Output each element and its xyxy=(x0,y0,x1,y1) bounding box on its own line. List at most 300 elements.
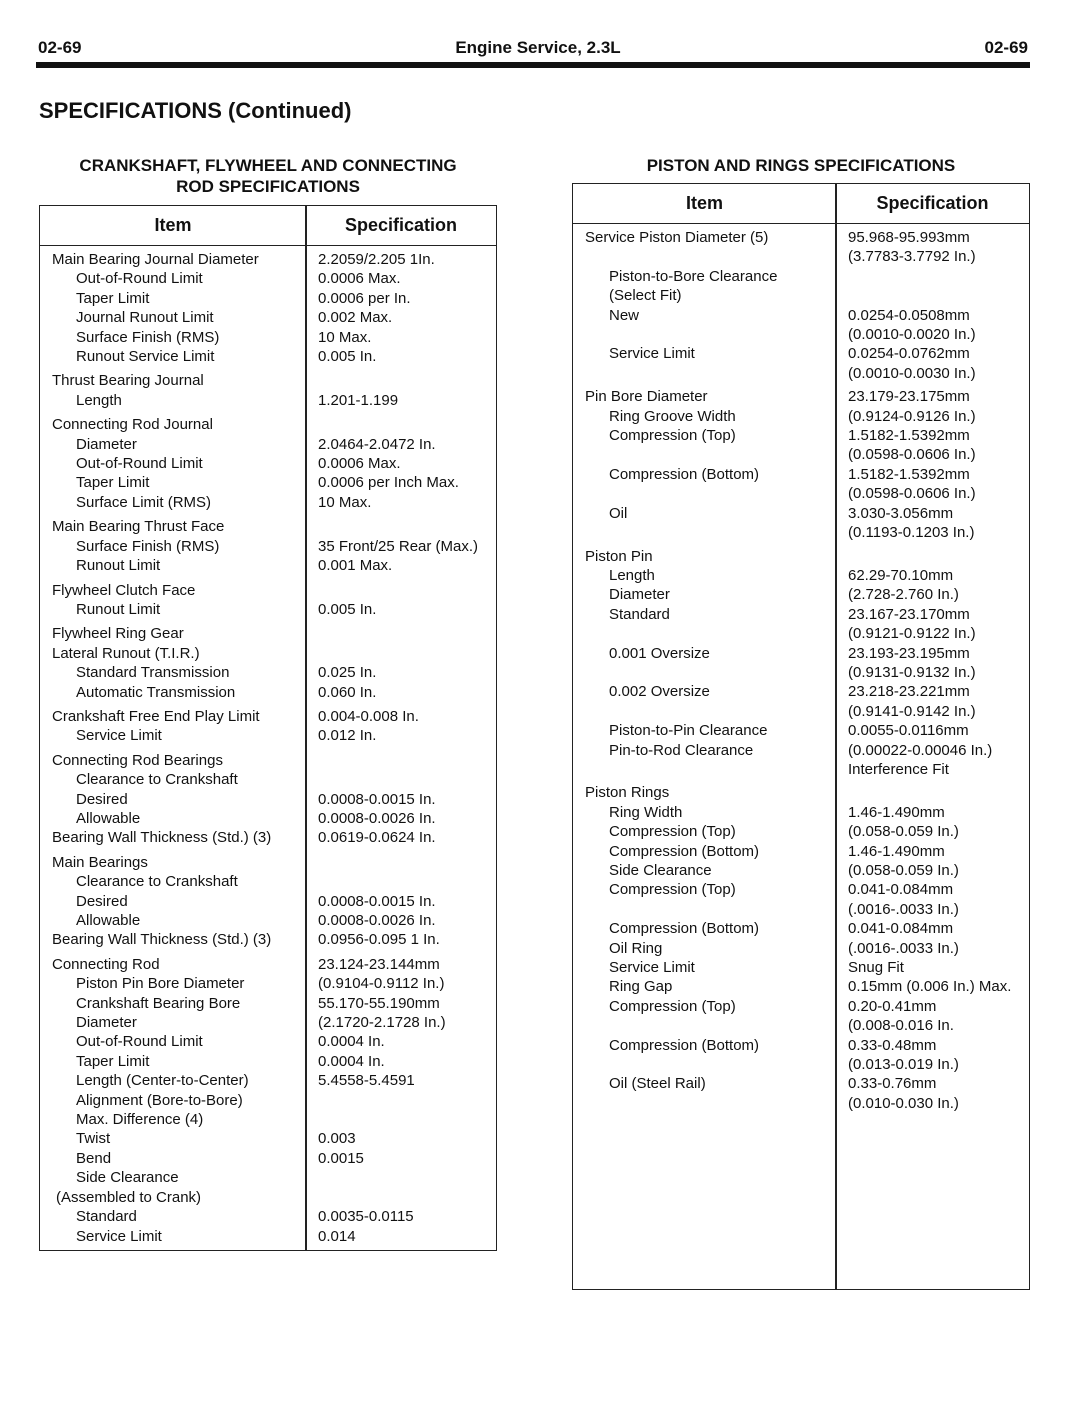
row-spec xyxy=(306,624,318,643)
table-row xyxy=(40,828,496,847)
row-spec: (0.9104-0.9112 In.) xyxy=(318,975,445,993)
row-spec: 1.46-1.490mm xyxy=(848,803,945,821)
row-spec: 0.0008-0.0026 In. xyxy=(318,809,436,827)
table-row xyxy=(40,435,496,454)
table-row xyxy=(40,415,496,434)
row-spec: (0.058-0.059 In.) xyxy=(848,823,959,841)
table-row xyxy=(40,1207,496,1226)
row-item: Bearing Wall Thickness (Std.) (3) xyxy=(52,829,272,847)
table-row xyxy=(573,247,1029,266)
table-row xyxy=(573,682,1029,701)
row-spec: 0.0006 per In. xyxy=(318,289,411,307)
row-item: Flywheel Ring Gear xyxy=(52,625,184,643)
table-row xyxy=(573,842,1029,861)
row-spec: Snug Fit xyxy=(848,959,904,977)
row-item: Piston Rings xyxy=(585,784,670,802)
row-item: Service Limit xyxy=(609,345,695,363)
row-item: New xyxy=(609,306,640,324)
table-row xyxy=(573,939,1029,958)
table-row xyxy=(573,523,1029,542)
table-row xyxy=(40,994,496,1013)
left-table-title xyxy=(40,155,496,197)
row-item: Ring Gap xyxy=(609,978,673,996)
row-item: Ring Groove Width xyxy=(609,407,736,425)
table-row xyxy=(40,1110,496,1129)
table-row xyxy=(40,1188,496,1207)
table-row xyxy=(40,250,496,269)
row-spec: (0.0010-0.0020 In.) xyxy=(848,326,976,344)
row-item: Allowable xyxy=(76,912,141,929)
row-item: Length (Center-to-Center) xyxy=(76,1072,249,1090)
row-item xyxy=(573,702,836,721)
row-spec: (0.013-0.019 In.) xyxy=(848,1056,959,1074)
row-item: Connecting Rod Journal xyxy=(52,416,213,434)
row-item: 0.001 Oversize xyxy=(609,644,710,662)
table-row xyxy=(573,387,1029,406)
row-spec: 3.030-3.056mm xyxy=(848,504,954,522)
table-row xyxy=(573,1036,1029,1055)
table-row xyxy=(573,1055,1029,1074)
table-row xyxy=(40,644,496,663)
row-spec: 0.005 In. xyxy=(318,600,377,618)
left-col-spec-header: Specification xyxy=(344,215,458,235)
row-spec: (0.9131-0.9132 In.) xyxy=(848,663,976,681)
row-spec xyxy=(306,853,318,872)
row-spec xyxy=(836,547,848,566)
row-spec xyxy=(836,267,848,286)
row-item: Runout Limit xyxy=(76,600,161,618)
table-row xyxy=(40,308,496,327)
left-table-title-line1: CRANKSHAFT, FLYWHEEL AND CONNECTING xyxy=(79,156,457,175)
row-item: Max. Difference (4) xyxy=(76,1111,204,1129)
table-row xyxy=(573,325,1029,344)
row-spec: 0.025 In. xyxy=(318,664,377,682)
table-row xyxy=(573,407,1029,426)
table-row xyxy=(40,624,496,643)
row-spec: 0.0006 Max. xyxy=(318,455,401,473)
row-item: Piston Pin xyxy=(585,547,653,565)
table-row xyxy=(573,663,1029,682)
table-row xyxy=(40,872,496,891)
table-row xyxy=(40,454,496,473)
row-item: Crankshaft Bearing Bore xyxy=(76,994,241,1012)
table-row xyxy=(40,347,496,366)
row-spec: 0.0956-0.095 1 In. xyxy=(318,931,440,949)
table-row xyxy=(573,822,1029,841)
row-item: Piston-to-Bore Clearance xyxy=(609,267,778,285)
row-item: Out-of-Round Limit xyxy=(76,1033,203,1051)
row-item xyxy=(573,1055,836,1074)
row-item: Compression (Bottom) xyxy=(609,842,760,860)
row-item: Surface Finish (RMS) xyxy=(76,328,220,346)
row-item xyxy=(573,1094,836,1113)
table-row xyxy=(40,892,496,911)
table-row xyxy=(40,911,496,930)
table-row xyxy=(573,803,1029,822)
table-row xyxy=(573,426,1029,445)
row-spec xyxy=(836,783,848,802)
row-spec xyxy=(306,1188,318,1207)
table-row xyxy=(40,726,496,745)
row-spec: (2.728-2.760 In.) xyxy=(848,586,959,604)
row-item: Surface Limit (RMS) xyxy=(76,493,212,511)
row-item xyxy=(573,484,836,503)
row-item: (Select Fit) xyxy=(609,287,682,305)
table-row xyxy=(40,1071,496,1090)
table-row xyxy=(40,600,496,619)
row-spec xyxy=(306,517,318,536)
row-spec: (0.058-0.059 In.) xyxy=(848,862,959,879)
row-item xyxy=(573,247,836,266)
row-item: Piston-to-Pin Clearance xyxy=(609,722,768,740)
row-spec: 2.0464-2.0472 In. xyxy=(318,435,436,453)
table-row xyxy=(40,371,496,390)
row-item: Main Bearing Thrust Face xyxy=(52,518,225,536)
row-item: Compression (Top) xyxy=(609,881,736,899)
row-item: Compression (Bottom) xyxy=(609,465,760,483)
right-table-rows xyxy=(573,228,1029,1113)
row-item: Length xyxy=(76,391,122,409)
row-spec: 0.012 In. xyxy=(318,727,377,745)
row-spec: 0.33-0.48mm xyxy=(848,1036,937,1054)
row-spec: (0.0598-0.0606 In.) xyxy=(848,446,976,464)
table-row xyxy=(40,790,496,809)
row-spec: 0.20-0.41mm xyxy=(848,997,937,1015)
table-row xyxy=(573,760,1029,779)
row-item: Crankshaft Free End Play Limit xyxy=(52,707,260,725)
row-spec: 0.0035-0.0115 xyxy=(318,1208,414,1226)
row-item xyxy=(573,663,836,682)
table-row xyxy=(573,306,1029,325)
table-row xyxy=(573,783,1029,802)
row-spec: 0.004-0.008 In. xyxy=(318,707,419,725)
header-rule xyxy=(36,62,1030,68)
row-spec: 23.167-23.170mm xyxy=(848,605,970,623)
row-item xyxy=(573,325,836,344)
row-spec: 0.0008-0.0026 In. xyxy=(318,912,436,929)
row-item: Bearing Wall Thickness (Std.) (3) xyxy=(52,931,272,949)
row-item: Service Limit xyxy=(76,727,162,745)
row-item: Runout Limit xyxy=(76,557,161,575)
section-title: SPECIFICATIONS (Continued) xyxy=(39,98,352,123)
row-spec: 0.33-0.76mm xyxy=(848,1075,937,1093)
row-item: Oil Ring xyxy=(609,939,663,957)
row-spec: 0.0006 Max. xyxy=(318,270,401,288)
row-item: Service Limit xyxy=(609,959,695,977)
row-spec: 35 Front/25 Rear (Max.) xyxy=(318,537,479,555)
table-row xyxy=(40,473,496,492)
row-spec: 55.170-55.190mm xyxy=(318,994,440,1012)
row-spec xyxy=(306,872,318,891)
row-item: Diameter xyxy=(609,586,670,604)
row-spec: 2.2059/2.205 1In. xyxy=(318,251,435,268)
row-item: Thrust Bearing Journal xyxy=(52,372,204,390)
row-item xyxy=(573,760,836,779)
row-item: Compression (Bottom) xyxy=(609,920,760,938)
table-row xyxy=(40,683,496,702)
row-spec xyxy=(306,644,318,663)
row-item: Pin-to-Rod Clearance xyxy=(609,741,754,759)
row-item: Service Piston Diameter (5) xyxy=(585,229,769,246)
row-item: 0.002 Oversize xyxy=(609,683,710,701)
row-spec xyxy=(306,770,318,789)
row-item: Out-of-Round Limit xyxy=(76,455,203,473)
row-spec: 0.041-0.084mm xyxy=(848,881,954,899)
row-spec xyxy=(306,1110,318,1129)
row-spec: 23.218-23.221mm xyxy=(848,683,970,701)
table-row xyxy=(40,1227,496,1246)
row-spec: 10 Max. xyxy=(318,493,372,511)
row-item: Bend xyxy=(76,1149,112,1167)
row-item: Diameter xyxy=(76,1014,137,1032)
row-item: Standard xyxy=(76,1208,137,1226)
row-spec: (0.9124-0.9126 In.) xyxy=(848,407,976,425)
row-item: Taper Limit xyxy=(76,474,150,492)
table-row xyxy=(40,493,496,512)
table-row xyxy=(40,1168,496,1187)
row-item: Taper Limit xyxy=(76,289,150,307)
row-spec: 0.0254-0.0508mm xyxy=(848,306,970,324)
table-row xyxy=(40,770,496,789)
table-row xyxy=(573,741,1029,760)
row-item: Taper Limit xyxy=(76,1052,150,1070)
row-item: Flywheel Clutch Face xyxy=(52,581,196,599)
table-row xyxy=(40,853,496,872)
row-spec: 95.968-95.993mm xyxy=(848,229,970,246)
table-row xyxy=(573,566,1029,585)
table-row xyxy=(573,286,1029,305)
table-row xyxy=(573,997,1029,1016)
row-spec: (.0016-.0033 In.) xyxy=(848,939,959,957)
row-item: Clearance to Crankshaft xyxy=(76,873,238,891)
row-spec: 5.4558-5.4591 xyxy=(318,1072,415,1090)
row-spec: 0.0004 In. xyxy=(318,1052,385,1070)
page-header-title: Engine Service, 2.3L xyxy=(455,38,621,57)
row-spec: 0.002 Max. xyxy=(318,309,393,327)
row-spec: (0.0010-0.0030 In.) xyxy=(848,364,976,382)
left-table-rows xyxy=(40,250,496,1246)
row-item: Compression (Top) xyxy=(609,427,736,445)
table-row xyxy=(573,1016,1029,1035)
row-spec: 1.5182-1.5392mm xyxy=(848,427,970,445)
row-spec: 0.0004 In. xyxy=(318,1033,385,1051)
table-row xyxy=(573,585,1029,604)
table-row xyxy=(40,391,496,410)
table-row xyxy=(40,707,496,726)
row-item: Clearance to Crankshaft xyxy=(76,771,238,789)
row-spec: 23.193-23.195mm xyxy=(848,644,970,662)
row-item: Diameter xyxy=(76,435,137,453)
row-item: Connecting Rod xyxy=(52,955,160,973)
row-spec: 0.001 Max. xyxy=(318,557,393,575)
table-row xyxy=(40,1013,496,1032)
row-spec: 0.041-0.084mm xyxy=(848,920,954,938)
table-row xyxy=(573,919,1029,938)
row-item: Runout Service Limit xyxy=(76,348,215,366)
table-row xyxy=(40,809,496,828)
row-spec: 0.0006 per Inch Max. xyxy=(318,474,459,492)
table-row xyxy=(573,958,1029,977)
table-row xyxy=(40,1129,496,1148)
row-spec: (2.1720-2.1728 In.) xyxy=(318,1014,446,1032)
row-item: Connecting Rod Bearings xyxy=(52,751,223,769)
table-row xyxy=(573,721,1029,740)
table-row xyxy=(573,445,1029,464)
table-row xyxy=(40,289,496,308)
row-spec: 0.15mm (0.006 In.) Max. xyxy=(848,978,1012,996)
row-item: Journal Runout Limit xyxy=(76,309,214,327)
table-row xyxy=(40,1032,496,1051)
row-item: Oil (Steel Rail) xyxy=(609,1075,706,1093)
row-spec: (0.1193-0.1203 In.) xyxy=(848,524,975,542)
table-row xyxy=(40,1052,496,1071)
row-spec xyxy=(306,1168,318,1187)
row-item: Ring Width xyxy=(609,803,683,821)
row-spec: Interference Fit xyxy=(848,760,949,778)
table-row xyxy=(573,624,1029,643)
table-row xyxy=(573,605,1029,624)
row-spec: 0.014 xyxy=(318,1227,356,1245)
table-row xyxy=(573,228,1029,247)
right-col-item-header: Item xyxy=(685,193,723,213)
table-row xyxy=(40,269,496,288)
table-row xyxy=(40,751,496,770)
row-spec: (.0016-.0033 In.) xyxy=(848,900,959,918)
row-item: Standard Transmission xyxy=(76,664,230,682)
row-item: Automatic Transmission xyxy=(76,683,236,701)
row-item: Pin Bore Diameter xyxy=(585,388,708,406)
table-row xyxy=(40,974,496,993)
table-row xyxy=(40,537,496,556)
table-row xyxy=(573,547,1029,566)
row-spec: 0.060 In. xyxy=(318,683,377,701)
row-item: Surface Finish (RMS) xyxy=(76,537,220,555)
row-spec: (0.9141-0.9142 In.) xyxy=(848,702,976,720)
row-spec: (0.00022-0.00046 In.) xyxy=(848,741,993,759)
table-row xyxy=(573,880,1029,899)
table-row xyxy=(573,504,1029,523)
table-row xyxy=(40,955,496,974)
row-spec: (0.008-0.016 In. xyxy=(848,1017,954,1035)
row-item: Allowable xyxy=(76,809,141,827)
row-spec: 0.0619-0.0624 In. xyxy=(318,829,436,847)
row-item: Side Clearance xyxy=(609,862,712,879)
row-item: (Assembled to Crank) xyxy=(56,1188,202,1206)
table-row xyxy=(573,702,1029,721)
table-row xyxy=(40,556,496,575)
left-table-header xyxy=(40,206,496,246)
row-item xyxy=(573,1016,836,1035)
table-row xyxy=(573,644,1029,663)
row-spec: 0.005 In. xyxy=(318,348,377,366)
row-item: Length xyxy=(609,566,655,584)
right-table-header xyxy=(573,184,1029,224)
row-item: Main Bearing Journal Diameter xyxy=(52,251,259,268)
left-table-title-line2: ROD SPECIFICATIONS xyxy=(176,177,360,196)
row-item: Twist xyxy=(76,1130,111,1148)
table-row xyxy=(40,1149,496,1168)
table-row xyxy=(573,267,1029,286)
right-table-title: PISTON AND RINGS SPECIFICATIONS xyxy=(646,156,956,175)
row-spec xyxy=(306,581,318,600)
row-spec: (0.9121-0.9122 In.) xyxy=(848,625,976,643)
table-row xyxy=(40,581,496,600)
row-item: Desired xyxy=(76,790,128,808)
row-spec: (0.0598-0.0606 In.) xyxy=(848,485,976,503)
row-spec: 0.003 xyxy=(318,1130,356,1148)
row-item xyxy=(573,624,836,643)
left-col-item-header: Item xyxy=(154,215,192,235)
row-item: Side Clearance xyxy=(76,1169,179,1187)
row-spec: 23.124-23.144mm xyxy=(318,955,440,973)
table-row xyxy=(40,663,496,682)
row-item xyxy=(573,900,836,919)
row-spec xyxy=(306,751,318,770)
row-spec: (3.7783-3.7792 In.) xyxy=(848,248,976,266)
row-item: Service Limit xyxy=(76,1227,162,1245)
table-row xyxy=(573,465,1029,484)
table-row xyxy=(573,1074,1029,1093)
row-spec: 0.0055-0.0116mm xyxy=(848,722,969,740)
table-row xyxy=(40,517,496,536)
row-spec: 0.0008-0.0015 In. xyxy=(318,790,436,808)
table-row xyxy=(40,930,496,949)
row-item: Standard xyxy=(609,605,670,623)
row-item: Lateral Runout (T.I.R.) xyxy=(52,644,200,662)
table-row xyxy=(573,484,1029,503)
table-row xyxy=(40,328,496,347)
row-item: Desired xyxy=(76,892,128,910)
row-item xyxy=(573,445,836,464)
row-item: Compression (Top) xyxy=(609,997,736,1015)
row-spec: 0.0015 xyxy=(318,1149,364,1167)
row-spec: 23.179-23.175mm xyxy=(848,388,970,406)
row-spec: 10 Max. xyxy=(318,328,372,346)
table-row xyxy=(573,900,1029,919)
row-item: Out-of-Round Limit xyxy=(76,270,203,288)
row-spec: 1.201-1.199 xyxy=(318,391,399,409)
row-item: Oil xyxy=(609,504,628,522)
table-row xyxy=(40,1091,496,1110)
row-spec: 0.0008-0.0015 In. xyxy=(318,892,436,910)
row-spec xyxy=(306,415,318,434)
right-col-spec-header: Specification xyxy=(876,193,989,213)
row-item: Main Bearings xyxy=(52,853,148,871)
row-item: Compression (Top) xyxy=(609,823,736,841)
row-spec: 62.29-70.10mm xyxy=(848,566,954,584)
row-spec: 0.0254-0.0762mm xyxy=(848,345,970,363)
row-item: Compression (Bottom) xyxy=(609,1036,760,1054)
table-row xyxy=(573,977,1029,996)
table-row xyxy=(573,364,1029,383)
row-item: Alignment (Bore-to-Bore) xyxy=(76,1091,243,1109)
table-row xyxy=(573,344,1029,363)
row-spec xyxy=(836,286,848,305)
table-row xyxy=(573,1094,1029,1113)
left-spec-table xyxy=(39,205,497,1251)
row-item xyxy=(573,364,836,383)
row-item xyxy=(573,523,836,542)
row-spec: 1.46-1.490mm xyxy=(848,842,945,860)
row-spec xyxy=(306,371,318,390)
page-number-left: 02-69 xyxy=(38,38,82,57)
row-spec xyxy=(306,1091,318,1110)
table-row xyxy=(573,861,1029,880)
row-item: Piston Pin Bore Diameter xyxy=(76,975,245,993)
row-spec: 1.5182-1.5392mm xyxy=(848,465,970,483)
right-spec-table xyxy=(572,183,1030,1290)
row-spec: (0.010-0.030 In.) xyxy=(848,1094,959,1112)
